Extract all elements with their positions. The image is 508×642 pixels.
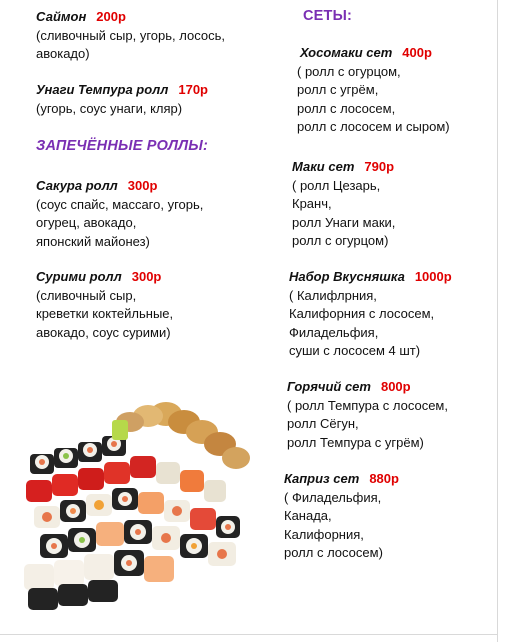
set-desc-line: ( Филадельфия, — [284, 489, 382, 505]
item-price: 300р — [127, 178, 158, 193]
set-desc-line: ролл с лососем) — [284, 545, 383, 560]
item-desc-line: японский майонез) — [36, 233, 150, 249]
set-desc-line: ролл Темпура с угрём) — [287, 434, 424, 450]
set-name: Горячий сет — [287, 379, 371, 394]
set-desc-line: Калифорния, — [284, 526, 364, 542]
set-desc-line: ( ролл Цезарь, — [292, 177, 381, 193]
menu-item-sakura — [36, 177, 203, 251]
item-desc-line: авокадо) — [36, 46, 90, 61]
set-desc-line: ( ролл с огурцом, — [297, 63, 401, 79]
set-desc-line: ( ролл Темпура с лососем, — [287, 397, 448, 413]
set-desc-line: Кранч, — [292, 196, 332, 211]
set-price: 800р — [380, 379, 411, 394]
menu-set-hot — [287, 378, 448, 452]
item-desc-line: авокадо, соус сурими) — [36, 324, 171, 340]
set-desc-line: ролл Сёгун, — [287, 416, 359, 431]
set-desc-line: Канада, — [284, 508, 332, 523]
set-desc-line: ролл Унаги маки, — [292, 214, 396, 230]
set-price: 400р — [402, 45, 432, 60]
item-desc-line: (угорь, соус унаги, кляр) — [36, 100, 183, 116]
set-desc-line: ( Калифлрния, — [289, 287, 377, 303]
menu-set-vkusnyashka — [289, 268, 452, 361]
item-price: 200р — [96, 9, 126, 24]
set-name: Хосомаки сет — [300, 45, 393, 60]
set-price: 790р — [364, 159, 395, 174]
set-desc-line: Филадельфия, — [289, 324, 379, 340]
item-name: Унаги Темпура ролл — [36, 82, 169, 97]
set-name: Каприз сет — [284, 471, 360, 486]
set-desc-line: ролл с лососем и сыром) — [297, 119, 450, 134]
set-desc-line: ролл с лососем, — [297, 100, 396, 116]
item-desc-line: (сливочный сыр, угорь, лосось, — [36, 27, 225, 43]
item-price: 170р — [178, 82, 208, 97]
set-desc-line: суши с лососем 4 шт) — [289, 343, 421, 358]
set-desc-line: ролл с угрём, — [297, 82, 379, 97]
set-name: Набор Вкусняшка — [289, 269, 405, 284]
item-price: 300р — [131, 269, 162, 284]
set-name: Маки сет — [292, 159, 355, 174]
menu-item-unagi-tempura — [36, 81, 208, 118]
roll-row-front — [24, 520, 236, 610]
page-edge-bottom — [0, 634, 497, 635]
item-desc-line: огурец, авокадо, — [36, 215, 137, 230]
menu-set-maki — [292, 158, 395, 251]
set-desc-line: Калифорния с лососем, — [289, 306, 435, 321]
item-name: Саймон — [36, 9, 87, 24]
item-name: Сурими ролл — [36, 269, 122, 284]
set-price: 1000р — [414, 269, 452, 284]
menu-set-hosomaki — [297, 44, 450, 137]
item-name: Сакура ролл — [36, 178, 118, 193]
item-desc-line: (соус спайс, массаго, угорь, — [36, 196, 204, 212]
section-title-baked-rolls: ЗАПЕЧЁННЫЕ РОЛЛЫ: — [36, 138, 209, 154]
sushi-set-photo — [16, 392, 264, 614]
menu-set-kapriz — [284, 470, 399, 563]
set-desc-line: ролл с огурцом) — [292, 233, 389, 248]
page-edge-right — [497, 0, 498, 642]
item-desc-line: креветки коктейльные, — [36, 306, 174, 321]
section-title-sets: СЕТЫ: — [303, 8, 353, 24]
set-price: 880р — [369, 471, 399, 486]
item-desc-line: (сливочный сыр, — [36, 287, 137, 303]
menu-item-surimi — [36, 268, 173, 342]
menu-item-saimon — [36, 8, 225, 64]
